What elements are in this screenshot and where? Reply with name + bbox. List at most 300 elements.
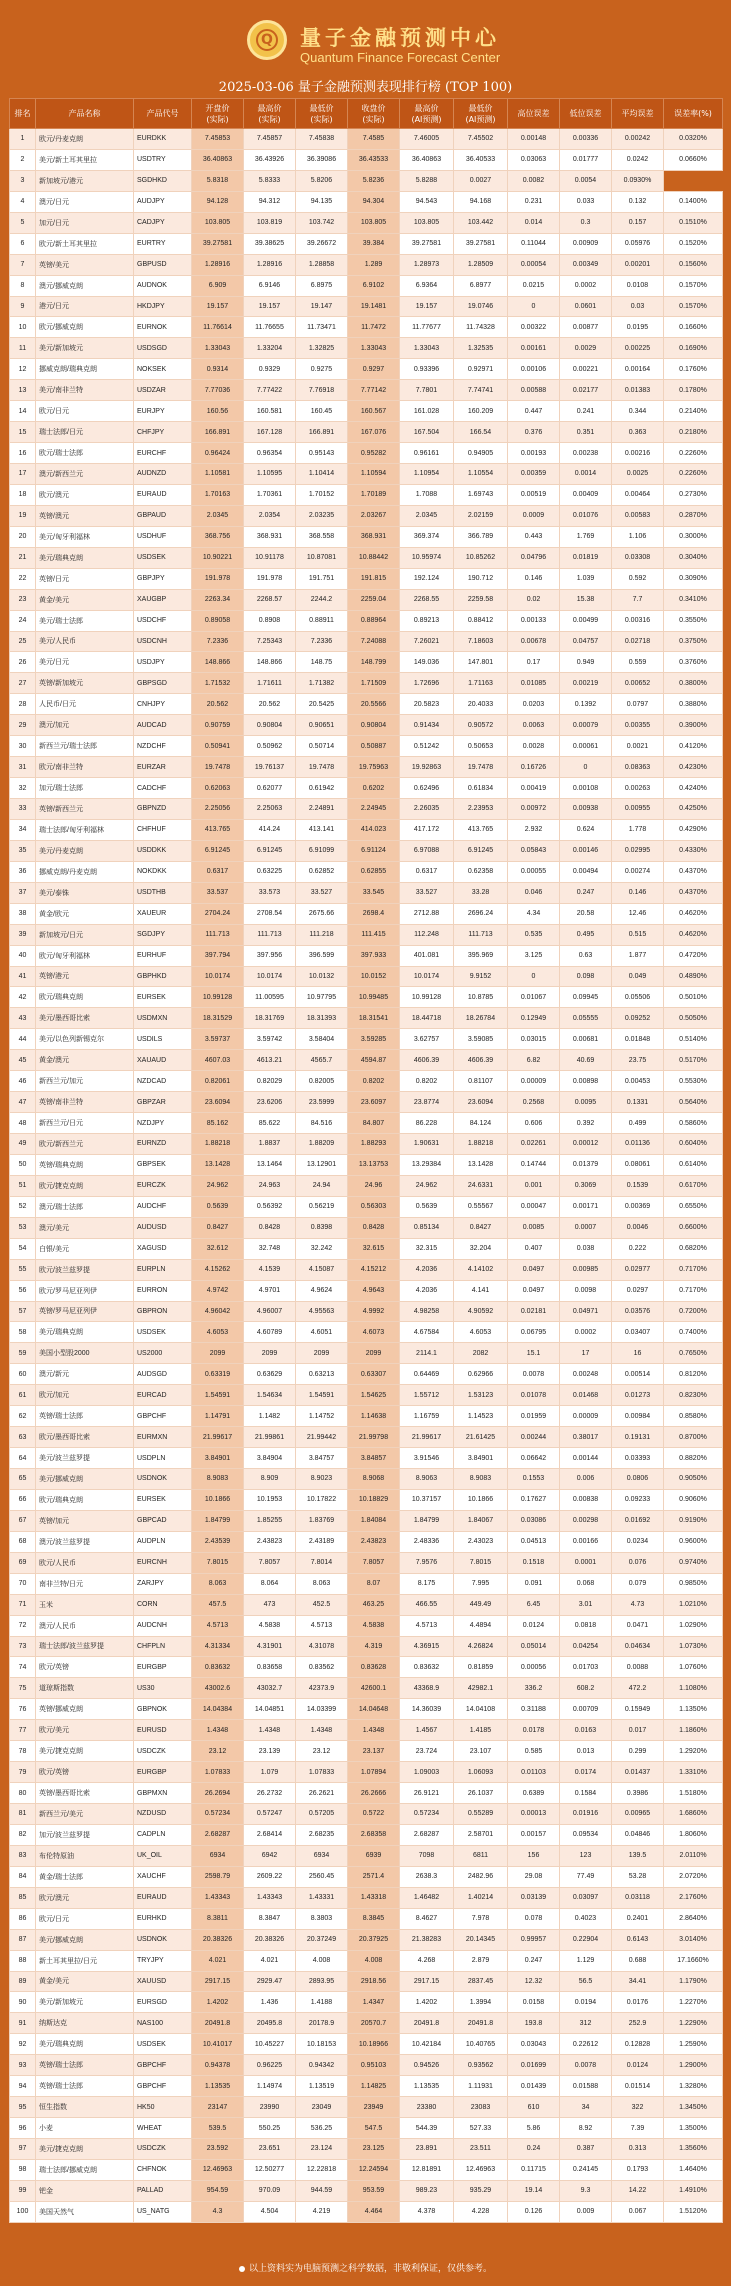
table-cell: CADCHF bbox=[134, 778, 192, 799]
table-cell: 95 bbox=[10, 2097, 36, 2118]
table-cell: 11.00595 bbox=[244, 987, 296, 1008]
table-cell: 1.54634 bbox=[244, 1385, 296, 1406]
table-cell: 1.09003 bbox=[400, 1762, 454, 1783]
table-cell: 2.68235 bbox=[296, 1824, 348, 1845]
table-cell: 16 bbox=[10, 443, 36, 464]
table-cell: 1.53123 bbox=[454, 1385, 508, 1406]
table-cell: 42373.9 bbox=[296, 1678, 348, 1699]
table-cell: 20.58 bbox=[560, 903, 612, 924]
table-cell: 0.515 bbox=[612, 924, 664, 945]
table-cell: AUDCNH bbox=[134, 1615, 192, 1636]
table-cell: 2.932 bbox=[508, 819, 560, 840]
table-cell: 0.17627 bbox=[508, 1489, 560, 1510]
table-cell: 43002.6 bbox=[192, 1678, 244, 1699]
table-cell: 0.00108 bbox=[560, 778, 612, 799]
table-cell: WHEAT bbox=[134, 2118, 192, 2139]
table-cell: 0.0025 bbox=[612, 464, 664, 485]
table-cell: 12.22818 bbox=[296, 2159, 348, 2180]
table-cell: 0.01076 bbox=[560, 505, 612, 526]
table-cell: 2696.24 bbox=[454, 903, 508, 924]
table-cell: 欧元/美元 bbox=[36, 1720, 134, 1741]
table-cell: 23147 bbox=[192, 2097, 244, 2118]
table-cell: 148.75 bbox=[296, 652, 348, 673]
table-cell: 23949 bbox=[348, 2097, 400, 2118]
table-cell: 1.039 bbox=[560, 568, 612, 589]
table-cell: 0.8120% bbox=[664, 1364, 723, 1385]
table-cell: 4613.21 bbox=[244, 1050, 296, 1071]
table-cell: 0.05555 bbox=[560, 1008, 612, 1029]
table-cell: 452.5 bbox=[296, 1594, 348, 1615]
table-cell: 2917.15 bbox=[400, 1971, 454, 1992]
table-cell: 0.00238 bbox=[560, 443, 612, 464]
table-cell: 148.866 bbox=[244, 652, 296, 673]
table-cell: 1.4202 bbox=[192, 1992, 244, 2013]
table-cell: 4.67584 bbox=[400, 1322, 454, 1343]
table-row bbox=[10, 296, 723, 317]
table-cell: USDCZK bbox=[134, 1741, 192, 1762]
table-cell: 2698.4 bbox=[348, 903, 400, 924]
table-cell: 0.00972 bbox=[508, 799, 560, 820]
table-cell: 6.91099 bbox=[296, 840, 348, 861]
table-cell: 1.69743 bbox=[454, 484, 508, 505]
table-cell: 610 bbox=[508, 2097, 560, 2118]
table-cell: 19.75963 bbox=[348, 757, 400, 778]
table-cell: 0.00985 bbox=[560, 1259, 612, 1280]
table-cell: 英镑/新加坡元 bbox=[36, 673, 134, 694]
table-cell: PALLAD bbox=[134, 2180, 192, 2201]
table-cell: 0.62077 bbox=[244, 778, 296, 799]
table-cell: 89 bbox=[10, 1971, 36, 1992]
table-cell: 0.0174 bbox=[560, 1762, 612, 1783]
table-cell: 4.5713 bbox=[400, 1615, 454, 1636]
table-row bbox=[10, 359, 723, 380]
table-cell: 瑞士法郎/匈牙利福林 bbox=[36, 819, 134, 840]
table-cell: 7.76918 bbox=[296, 380, 348, 401]
table-cell: 4.96007 bbox=[244, 1301, 296, 1322]
table-cell: 10.88442 bbox=[348, 547, 400, 568]
table-cell: XAGUSD bbox=[134, 1238, 192, 1259]
table-cell: 46 bbox=[10, 1071, 36, 1092]
table-cell: 2.0720% bbox=[664, 1866, 723, 1887]
table-cell: 1.3450% bbox=[664, 2097, 723, 2118]
table-cell: 0.0002 bbox=[560, 275, 612, 296]
table-cell: 0.88964 bbox=[348, 610, 400, 631]
table-cell: 欧元/新土耳其里拉 bbox=[36, 233, 134, 254]
table-cell: 0.04796 bbox=[508, 547, 560, 568]
table-cell: 0.0007 bbox=[560, 1217, 612, 1238]
table-cell: EURCZK bbox=[134, 1175, 192, 1196]
table-cell: 166.891 bbox=[192, 422, 244, 443]
table-cell: 2268.55 bbox=[400, 589, 454, 610]
table-cell: 0.02995 bbox=[612, 840, 664, 861]
table-cell: 0.3 bbox=[560, 212, 612, 233]
table-cell: 397.956 bbox=[244, 945, 296, 966]
table-cell: 368.756 bbox=[192, 526, 244, 547]
table-row bbox=[10, 547, 723, 568]
table-row bbox=[10, 191, 723, 212]
table-cell: 0.00652 bbox=[612, 673, 664, 694]
table-cell: 7.25343 bbox=[244, 631, 296, 652]
table-cell: 0.00499 bbox=[560, 610, 612, 631]
table-cell: 0.57234 bbox=[192, 1804, 244, 1825]
table-cell: 0.6550% bbox=[664, 1196, 723, 1217]
table-cell: USDTHB bbox=[134, 882, 192, 903]
table-cell: 401.081 bbox=[400, 945, 454, 966]
table-cell: 93 bbox=[10, 2055, 36, 2076]
table-cell: 39.27581 bbox=[400, 233, 454, 254]
table-cell: 42600.1 bbox=[348, 1678, 400, 1699]
table-cell: 0.949 bbox=[560, 652, 612, 673]
table-cell: 0.96354 bbox=[244, 443, 296, 464]
table-cell: 0.00012 bbox=[560, 1134, 612, 1155]
table-cell: EURJPY bbox=[134, 401, 192, 422]
table-row bbox=[10, 1406, 723, 1427]
table-cell: 0.8202 bbox=[400, 1071, 454, 1092]
table-cell: 1.4348 bbox=[192, 1720, 244, 1741]
table-cell: 美元/新土耳其里拉 bbox=[36, 149, 134, 170]
table-cell: 92 bbox=[10, 2034, 36, 2055]
table-cell: 美元/挪威克朗 bbox=[36, 1469, 134, 1490]
table-cell: 4.31334 bbox=[192, 1636, 244, 1657]
table-cell: 21.38283 bbox=[400, 1929, 454, 1950]
table-cell: 0.0014 bbox=[560, 464, 612, 485]
table-row bbox=[10, 275, 723, 296]
table-cell: 94.128 bbox=[192, 191, 244, 212]
table-row bbox=[10, 1615, 723, 1636]
table-cell: 4.9992 bbox=[348, 1301, 400, 1322]
table-cell: 73 bbox=[10, 1636, 36, 1657]
table-cell: 6.91124 bbox=[348, 840, 400, 861]
table-row bbox=[10, 610, 723, 631]
table-cell: 85.162 bbox=[192, 1113, 244, 1134]
table-cell: 2.68287 bbox=[400, 1824, 454, 1845]
table-cell: 10.95974 bbox=[400, 547, 454, 568]
table-cell: 0.6600% bbox=[664, 1217, 723, 1238]
table-cell: 0.01916 bbox=[560, 1804, 612, 1825]
table-cell: 0.8427 bbox=[192, 1217, 244, 1238]
header bbox=[0, 0, 731, 100]
table-cell: USDMXN bbox=[134, 1008, 192, 1029]
table-cell: 21.99798 bbox=[348, 1427, 400, 1448]
table-cell: 0.82029 bbox=[244, 1071, 296, 1092]
table-cell: 7.2336 bbox=[296, 631, 348, 652]
table-cell: 7.77142 bbox=[348, 380, 400, 401]
table-cell: 23990 bbox=[244, 2097, 296, 2118]
table-cell: 0.9329 bbox=[244, 359, 296, 380]
table-cell: AUDNOK bbox=[134, 275, 192, 296]
table-cell: 50 bbox=[10, 1154, 36, 1175]
table-cell: 1.10954 bbox=[400, 464, 454, 485]
table-cell: 2.0110% bbox=[664, 1845, 723, 1866]
table-cell: 24.94 bbox=[296, 1175, 348, 1196]
table-cell: 10.85262 bbox=[454, 547, 508, 568]
table-cell: 0.5170% bbox=[664, 1050, 723, 1071]
table-cell: 14.04851 bbox=[244, 1699, 296, 1720]
table-cell: 0.068 bbox=[560, 1573, 612, 1594]
table-cell: 49 bbox=[10, 1134, 36, 1155]
table-cell: 15.1 bbox=[508, 1343, 560, 1364]
table-cell: 9.3 bbox=[560, 2180, 612, 2201]
table-row bbox=[10, 2076, 723, 2097]
table-cell: AUDCHF bbox=[134, 1196, 192, 1217]
table-cell: 7.45838 bbox=[296, 129, 348, 150]
table-cell: 23.891 bbox=[400, 2139, 454, 2160]
table-cell: 366.789 bbox=[454, 526, 508, 547]
table-cell: 0.351 bbox=[560, 422, 612, 443]
table-cell: 2.25056 bbox=[192, 799, 244, 820]
table-cell: 0.11044 bbox=[508, 233, 560, 254]
table-cell: 36.40863 bbox=[400, 149, 454, 170]
table-cell: GBPCHF bbox=[134, 2076, 192, 2097]
table-cell: 4.9742 bbox=[192, 1280, 244, 1301]
table-cell: 澳元/人民币 bbox=[36, 1615, 134, 1636]
table-cell: 1.10581 bbox=[192, 464, 244, 485]
table-cell: 0.00349 bbox=[560, 254, 612, 275]
table-cell: 36.43533 bbox=[348, 149, 400, 170]
table-row bbox=[10, 1552, 723, 1573]
table-cell: 4.9643 bbox=[348, 1280, 400, 1301]
table-cell: 0.00166 bbox=[560, 1531, 612, 1552]
table-cell: 0.3410% bbox=[664, 589, 723, 610]
table-cell: 8.3811 bbox=[192, 1908, 244, 1929]
table-cell: 19.157 bbox=[400, 296, 454, 317]
table-cell: 0.3750% bbox=[664, 631, 723, 652]
table-cell: 美元/新加坡元 bbox=[36, 1992, 134, 2013]
table-cell: 0.4370% bbox=[664, 882, 723, 903]
table-cell: 2259.58 bbox=[454, 589, 508, 610]
table-cell: 148.866 bbox=[192, 652, 244, 673]
table-cell: EURGBP bbox=[134, 1762, 192, 1783]
table-cell: NAS100 bbox=[134, 2013, 192, 2034]
table-cell: 33.573 bbox=[244, 882, 296, 903]
table-cell: 1.10554 bbox=[454, 464, 508, 485]
table-cell: 166.54 bbox=[454, 422, 508, 443]
table-cell: 0.63 bbox=[560, 945, 612, 966]
table-row bbox=[10, 2013, 723, 2034]
table-cell: 7 bbox=[10, 254, 36, 275]
table-row bbox=[10, 1217, 723, 1238]
table-cell: 0.0046 bbox=[612, 1217, 664, 1238]
table-cell: EURCNH bbox=[134, 1552, 192, 1573]
table-cell: 1.70361 bbox=[244, 484, 296, 505]
table-cell: 0.00409 bbox=[560, 484, 612, 505]
table-cell: 0.63213 bbox=[296, 1364, 348, 1385]
table-cell: 0.017 bbox=[612, 1720, 664, 1741]
table-row bbox=[10, 1092, 723, 1113]
table-cell: 2.0354 bbox=[244, 505, 296, 526]
table-cell: 0.00055 bbox=[508, 861, 560, 882]
table-cell: 1.2590% bbox=[664, 2034, 723, 2055]
table-cell: 26.9121 bbox=[400, 1783, 454, 1804]
table-cell: 25 bbox=[10, 631, 36, 652]
table-cell: 7.995 bbox=[454, 1573, 508, 1594]
table-cell: 1.1860% bbox=[664, 1720, 723, 1741]
table-cell: 欧元/澳元 bbox=[36, 1887, 134, 1908]
table-cell: 539.5 bbox=[192, 2118, 244, 2139]
table-cell: 0.50653 bbox=[454, 736, 508, 757]
table-cell: 70 bbox=[10, 1573, 36, 1594]
table-cell: 36.40533 bbox=[454, 149, 508, 170]
table-cell: 1.4202 bbox=[400, 1992, 454, 2013]
table-cell: 45 bbox=[10, 1050, 36, 1071]
table-cell: 0.03063 bbox=[508, 149, 560, 170]
table-cell: 2.8640% bbox=[664, 1908, 723, 1929]
table-row bbox=[10, 1741, 723, 1762]
table-cell: 0.00369 bbox=[612, 1196, 664, 1217]
table-row bbox=[10, 2055, 723, 2076]
brand-name-en: Quantum Finance Forecast Center bbox=[300, 50, 501, 65]
table-cell: 94 bbox=[10, 2076, 36, 2097]
table-cell: 1.4188 bbox=[296, 1992, 348, 2013]
table-cell: NZDCHF bbox=[134, 736, 192, 757]
table-cell: 0.247 bbox=[560, 882, 612, 903]
table-cell: 1.43331 bbox=[296, 1887, 348, 1908]
table-cell: 414.24 bbox=[244, 819, 296, 840]
table-cell: AUDCAD bbox=[134, 715, 192, 736]
table-cell: 8.9083 bbox=[454, 1469, 508, 1490]
table-cell: 0.05976 bbox=[612, 233, 664, 254]
table-cell: EURCHF bbox=[134, 443, 192, 464]
table-cell: 42982.1 bbox=[454, 1678, 508, 1699]
table-cell: 0.8230% bbox=[664, 1385, 723, 1406]
table-cell: 0.63225 bbox=[244, 861, 296, 882]
table-cell: 0.443 bbox=[508, 526, 560, 547]
table-cell: USDTRY bbox=[134, 149, 192, 170]
table-cell: 18.31541 bbox=[348, 1008, 400, 1029]
table-cell: 10.90221 bbox=[192, 547, 244, 568]
table-cell: 0.1331 bbox=[612, 1092, 664, 1113]
table-cell: 0.8427 bbox=[454, 1217, 508, 1238]
table-cell: EURSEK bbox=[134, 987, 192, 1008]
table-cell: 23.12 bbox=[296, 1741, 348, 1762]
table-cell: 0.01085 bbox=[508, 673, 560, 694]
table-cell: GBPCAD bbox=[134, 1510, 192, 1531]
table-cell: 24.6331 bbox=[454, 1175, 508, 1196]
table-cell: 10.37157 bbox=[400, 1489, 454, 1510]
table-cell: 美元/泰铢 bbox=[36, 882, 134, 903]
table-cell: 97 bbox=[10, 2139, 36, 2160]
table-cell: 黄金/瑞士法郎 bbox=[36, 1866, 134, 1887]
table-cell: 0.03 bbox=[612, 296, 664, 317]
table-cell: 0.6202 bbox=[348, 778, 400, 799]
table-cell: 457.5 bbox=[192, 1594, 244, 1615]
table-cell: 0.94378 bbox=[192, 2055, 244, 2076]
table-cell: 美元/捷克克朗 bbox=[36, 1741, 134, 1762]
table-cell: 欧元/瑞士法郎 bbox=[36, 443, 134, 464]
table-cell: 23.137 bbox=[348, 1741, 400, 1762]
table-cell: 0.89213 bbox=[400, 610, 454, 631]
table-cell: 美元/捷克克朗 bbox=[36, 2139, 134, 2160]
table-cell: 21.99861 bbox=[244, 1427, 296, 1448]
table-cell: 0.7400% bbox=[664, 1322, 723, 1343]
table-cell: 0.0930% bbox=[612, 170, 664, 191]
table-cell: US_NATG bbox=[134, 2201, 192, 2222]
table-cell: 0.57247 bbox=[244, 1804, 296, 1825]
table-cell: 0.8580% bbox=[664, 1406, 723, 1427]
table-cell: 0.09945 bbox=[560, 987, 612, 1008]
table-cell: 0.56392 bbox=[244, 1196, 296, 1217]
table-cell: 1 bbox=[10, 129, 36, 150]
table-cell: 397.933 bbox=[348, 945, 400, 966]
table-cell: 0.1780% bbox=[664, 380, 723, 401]
table-cell: GBPJPY bbox=[134, 568, 192, 589]
table-cell: 5.8333 bbox=[244, 170, 296, 191]
table-cell: 0.00148 bbox=[508, 129, 560, 150]
table-cell: 7.2336 bbox=[192, 631, 244, 652]
table-cell: 1.28916 bbox=[244, 254, 296, 275]
table-cell: 103.819 bbox=[244, 212, 296, 233]
table-row bbox=[10, 882, 723, 903]
table-cell: 0.6389 bbox=[508, 1783, 560, 1804]
column-header-label: 开盘价 bbox=[205, 103, 230, 113]
table-cell: 11.7472 bbox=[348, 317, 400, 338]
table-cell: 10.1953 bbox=[244, 1489, 296, 1510]
table-cell: 368.931 bbox=[244, 526, 296, 547]
table-cell: 19.14 bbox=[508, 2180, 560, 2201]
table-cell: 0.50887 bbox=[348, 736, 400, 757]
table-row bbox=[10, 1678, 723, 1699]
table-cell: 0.1560% bbox=[664, 254, 723, 275]
table-cell: 0 bbox=[508, 966, 560, 987]
table-cell: 944.59 bbox=[296, 2180, 348, 2201]
table-cell: 瑞士法郎/挪威克朗 bbox=[36, 2159, 134, 2180]
table-cell: 0.00316 bbox=[612, 610, 664, 631]
table-cell: 39 bbox=[10, 924, 36, 945]
table-cell: AUDSGD bbox=[134, 1364, 192, 1385]
table-cell: 0.00355 bbox=[612, 715, 664, 736]
table-cell: 9 bbox=[10, 296, 36, 317]
table-cell: 111.713 bbox=[192, 924, 244, 945]
table-cell: 0.0124 bbox=[612, 2055, 664, 2076]
table-cell: 53 bbox=[10, 1217, 36, 1238]
table-cell: 8.3803 bbox=[296, 1908, 348, 1929]
table-cell: 0.00201 bbox=[612, 254, 664, 275]
table-cell: 1.4567 bbox=[400, 1720, 454, 1741]
table-cell: 71 bbox=[10, 1594, 36, 1615]
table-cell: 2.43823 bbox=[244, 1531, 296, 1552]
table-cell: 0.1584 bbox=[560, 1783, 612, 1804]
table-row bbox=[10, 568, 723, 589]
column-header-sub: (AI预测) bbox=[411, 114, 442, 124]
table-cell: 澳元/美元 bbox=[36, 1217, 134, 1238]
table-cell: 6811 bbox=[454, 1845, 508, 1866]
table-cell: 4.021 bbox=[192, 1950, 244, 1971]
table-cell: EURHUF bbox=[134, 945, 192, 966]
table-cell: 0.2260% bbox=[664, 464, 723, 485]
table-cell: USDPLN bbox=[134, 1448, 192, 1469]
table-cell: 88 bbox=[10, 1950, 36, 1971]
footer-disclaimer bbox=[9, 2258, 722, 2280]
table-cell: 0.006 bbox=[560, 1469, 612, 1490]
table-cell: 252.9 bbox=[612, 2013, 664, 2034]
table-cell: 21.99617 bbox=[400, 1427, 454, 1448]
table-cell: 13.12901 bbox=[296, 1154, 348, 1175]
table-cell: 397.794 bbox=[192, 945, 244, 966]
table-cell: EURPLN bbox=[134, 1259, 192, 1280]
table-cell: 10.0174 bbox=[192, 966, 244, 987]
table-cell: 0.376 bbox=[508, 422, 560, 443]
table-cell: 0.0297 bbox=[612, 1280, 664, 1301]
table-row bbox=[10, 652, 723, 673]
table-cell: 0.00453 bbox=[612, 1071, 664, 1092]
table-row bbox=[10, 1238, 723, 1259]
table-cell: 4.464 bbox=[348, 2201, 400, 2222]
table-cell: 18.31769 bbox=[244, 1008, 296, 1029]
table-cell: 24.96 bbox=[348, 1175, 400, 1196]
table-cell: 0.0108 bbox=[612, 275, 664, 296]
table-cell: 111.218 bbox=[296, 924, 348, 945]
table-cell: 11.74328 bbox=[454, 317, 508, 338]
